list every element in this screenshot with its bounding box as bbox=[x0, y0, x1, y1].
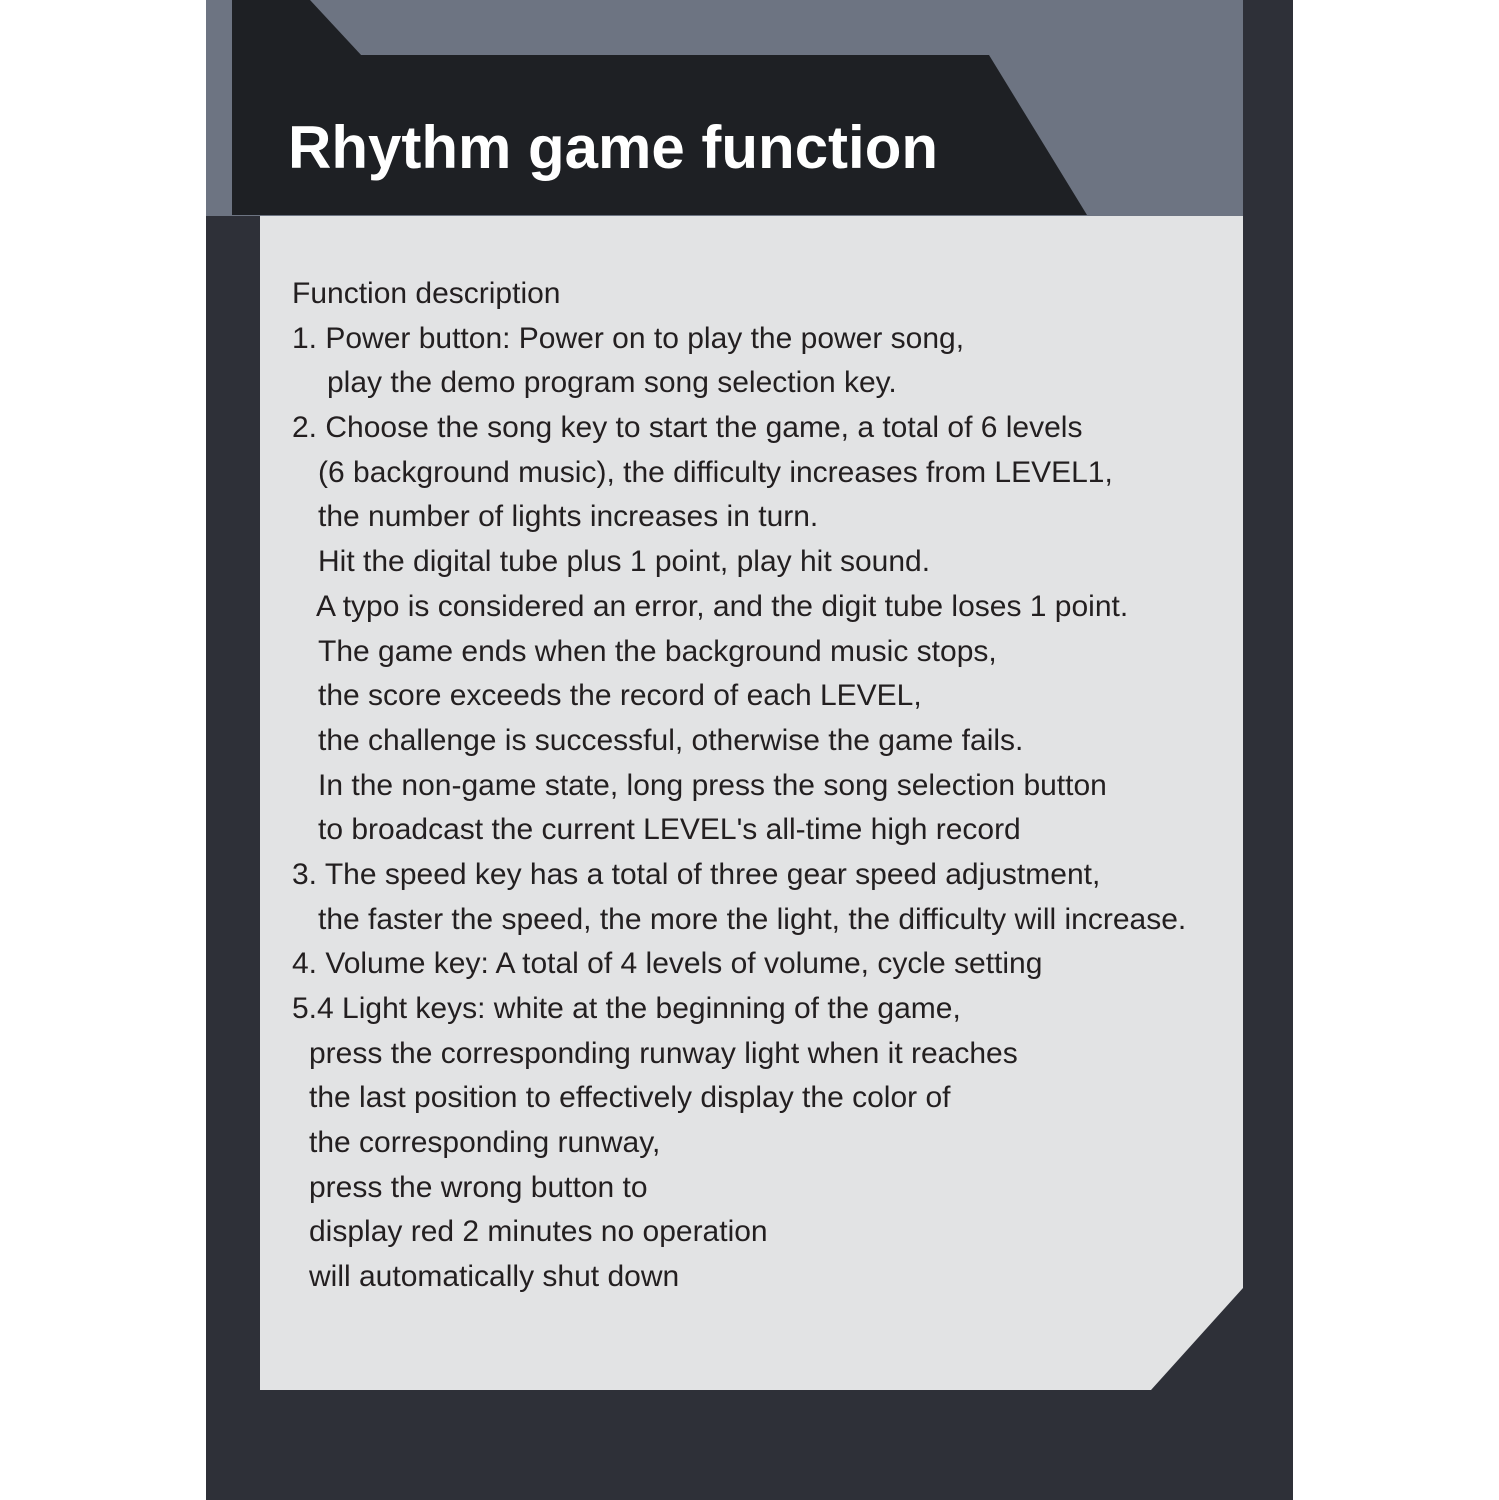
text-line: (6 background music), the difficulty increases from LEVEL1, bbox=[318, 455, 1113, 489]
text-line: 2. Choose the song key to start the game, a total of 6 levels bbox=[292, 411, 1083, 445]
text-line: to broadcast the current LEVEL's all-time high record bbox=[318, 813, 1021, 847]
text-line: The game ends when the background music stops, bbox=[318, 634, 997, 668]
text-line: In the non-game state, long press the song selection button bbox=[318, 768, 1107, 802]
text-line: will automatically shut down bbox=[309, 1260, 680, 1294]
text-line: 4. Volume key: A total of 4 levels of volume, cycle setting bbox=[292, 947, 1043, 981]
text-line: the corresponding runway, bbox=[309, 1126, 661, 1160]
text-line: A typo is considered an error, and the digit tube loses 1 point. bbox=[316, 589, 1129, 623]
function-description bbox=[292, 272, 1186, 1300]
background-panel bbox=[206, 0, 1293, 1500]
text-line: the last position to effectively display the color of bbox=[309, 1081, 951, 1115]
text-line: the faster the speed, the more the light, the difficulty will increase. bbox=[318, 902, 1187, 936]
text-line: press the corresponding runway light when it reaches bbox=[309, 1036, 1018, 1070]
text-line: the number of lights increases in turn. bbox=[318, 500, 819, 534]
page-title: Rhythm game function bbox=[288, 114, 939, 181]
section-heading: Function description bbox=[292, 277, 561, 310]
text-line: press the wrong button to bbox=[309, 1170, 648, 1204]
text-line: play the demo program song selection key. bbox=[327, 366, 897, 400]
text-line: the score exceeds the record of each LEVEL, bbox=[318, 679, 922, 713]
text-line: 3. The speed key has a total of three gear speed adjustment, bbox=[292, 857, 1101, 891]
text-line: 1. Power button: Power on to play the power song, bbox=[292, 321, 965, 355]
text-line: the challenge is successful, otherwise the game fails. bbox=[318, 723, 1024, 757]
text-line: 5.4 Light keys: white at the beginning of the game, bbox=[292, 992, 961, 1025]
text-line: Hit the digital tube plus 1 point, play hit sound. bbox=[318, 545, 931, 579]
text-line: display red 2 minutes no operation bbox=[309, 1215, 768, 1249]
